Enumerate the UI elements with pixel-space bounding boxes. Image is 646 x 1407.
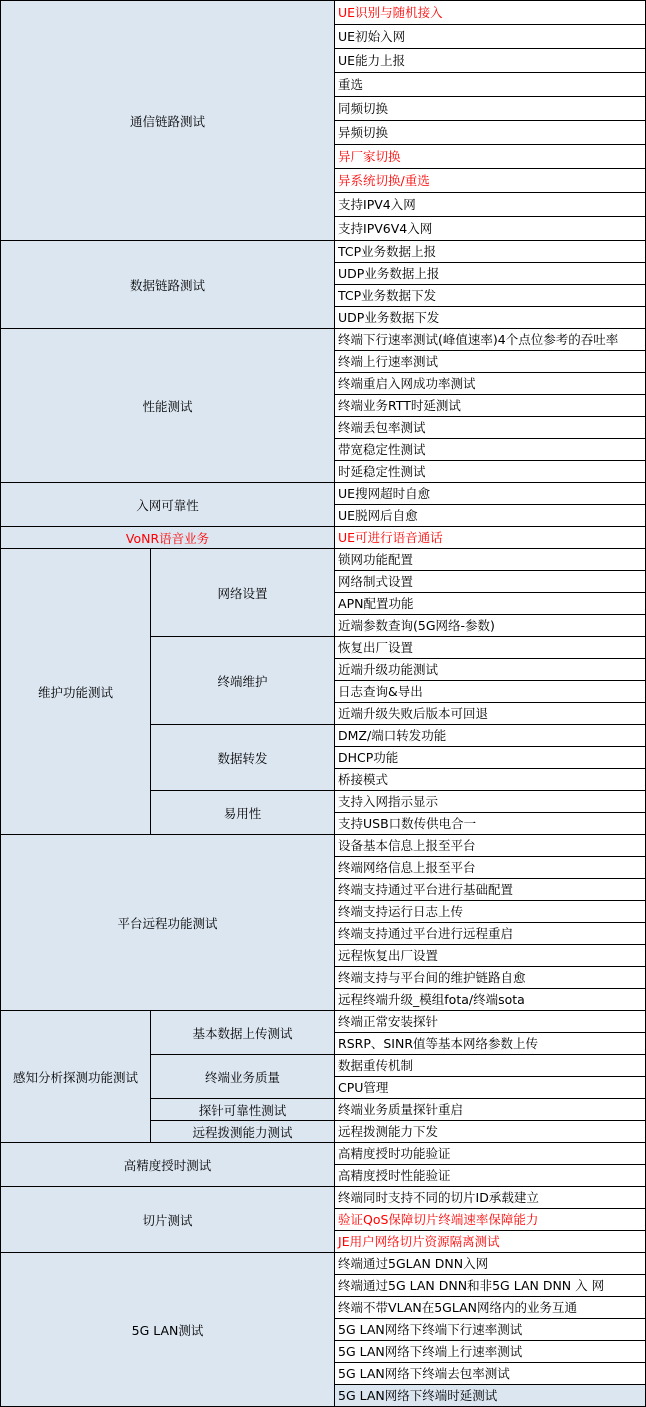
- test-item: 5G LAN网络下终端上行速率测试: [335, 1341, 646, 1363]
- test-item: 5G LAN网络下终端下行速率测试: [335, 1319, 646, 1341]
- category-cell: 通信链路测试: [1, 1, 335, 241]
- subcategory-cell: 终端业务质量: [151, 1055, 335, 1099]
- test-item: 恢复出厂设置: [335, 637, 646, 659]
- test-item: 终端支持通过平台进行基础配置: [335, 879, 646, 901]
- category-cell: 感知分析探测功能测试: [1, 1011, 151, 1143]
- category-cell: 5G LAN测试: [1, 1253, 335, 1407]
- test-item: 远程拨测能力下发: [335, 1121, 646, 1143]
- test-item: 带宽稳定性测试: [335, 439, 646, 461]
- test-item: 支持IPV4入网: [335, 193, 646, 217]
- test-item: 终端业务质量探针重启: [335, 1099, 646, 1121]
- test-item: 终端同时支持不同的切片ID承载建立: [335, 1187, 646, 1209]
- table-row: [1, 1187, 646, 1209]
- test-item: 近端升级功能测试: [335, 659, 646, 681]
- test-item: 高精度授时性能验证: [335, 1165, 646, 1187]
- subcategory-cell: 探针可靠性测试: [151, 1099, 335, 1121]
- test-item: APN配置功能: [335, 593, 646, 615]
- table-row: [1, 549, 646, 571]
- test-item: 近端参数查询(5G网络-参数): [335, 615, 646, 637]
- table-row: [1, 483, 646, 505]
- test-item: 日志查询&导出: [335, 681, 646, 703]
- test-item: JE用户网络切片资源隔离测试: [335, 1231, 646, 1253]
- test-item: 终端支持通过平台进行远程重启: [335, 923, 646, 945]
- test-item: 终端业务RTT时延测试: [335, 395, 646, 417]
- test-item: 5G LAN网络下终端去包率测试: [335, 1363, 646, 1385]
- test-item: UE搜网超时自愈: [335, 483, 646, 505]
- test-item: 终端下行速率测试(峰值速率)4个点位参考的吞吐率: [335, 329, 646, 351]
- test-item: UE初始入网: [335, 25, 646, 49]
- test-item: 数据重传机制: [335, 1055, 646, 1077]
- test-item: TCP业务数据上报: [335, 241, 646, 263]
- test-item: 锁网功能配置: [335, 549, 646, 571]
- test-item: 近端升级失败后版本可回退: [335, 703, 646, 725]
- test-item: 终端不带VLAN在5GLAN网络内的业务互通: [335, 1297, 646, 1319]
- table-row: [1, 527, 646, 549]
- test-item: UE识别与随机接入: [335, 1, 646, 25]
- subcategory-cell: 基本数据上传测试: [151, 1011, 335, 1055]
- test-item: RSRP、SINR值等基本网络参数上传: [335, 1033, 646, 1055]
- category-cell: 高精度授时测试: [1, 1143, 335, 1187]
- category-cell: 数据链路测试: [1, 241, 335, 329]
- test-item: 同频切换: [335, 97, 646, 121]
- subcategory-cell: 终端维护: [151, 637, 335, 725]
- test-item: 异频切换: [335, 121, 646, 145]
- category-cell: VoNR语音业务: [1, 527, 335, 549]
- test-item: 支持USB口数传供电合一: [335, 813, 646, 835]
- test-item: 设备基本信息上报至平台: [335, 835, 646, 857]
- test-item: 支持入网指示显示: [335, 791, 646, 813]
- table-row: [1, 1, 646, 25]
- test-item: DHCP功能: [335, 747, 646, 769]
- subcategory-cell: 数据转发: [151, 725, 335, 791]
- category-cell: 平台远程功能测试: [1, 835, 335, 1011]
- test-item: 终端通过5GLAN DNN入网: [335, 1253, 646, 1275]
- test-item: 终端上行速率测试: [335, 351, 646, 373]
- test-item: 重选: [335, 73, 646, 97]
- test-item: 终端丢包率测试: [335, 417, 646, 439]
- subcategory-cell: 网络设置: [151, 549, 335, 637]
- table-row: [1, 329, 646, 351]
- table-row: [1, 1143, 646, 1165]
- test-item: 5G LAN网络下终端时延测试: [335, 1385, 646, 1407]
- test-item: TCP业务数据下发: [335, 285, 646, 307]
- test-item: 远程恢复出厂设置: [335, 945, 646, 967]
- test-item: 验证QoS保障切片终端速率保障能力: [335, 1209, 646, 1231]
- test-item: UDP业务数据下发: [335, 307, 646, 329]
- table-row: [1, 241, 646, 263]
- test-item: 异系统切换/重选: [335, 169, 646, 193]
- test-item: 时延稳定性测试: [335, 461, 646, 483]
- subcategory-cell: 远程拨测能力测试: [151, 1121, 335, 1143]
- test-item: UDP业务数据上报: [335, 263, 646, 285]
- test-item: DMZ/端口转发功能: [335, 725, 646, 747]
- test-item: UE能力上报: [335, 49, 646, 73]
- test-item: 终端正常安装探针: [335, 1011, 646, 1033]
- test-item: 支持IPV6V4入网: [335, 217, 646, 241]
- test-item: 终端支持与平台间的维护链路自愈: [335, 967, 646, 989]
- test-items-table-body: [1, 1, 646, 1407]
- test-item: UE脱网后自愈: [335, 505, 646, 527]
- test-item: 桥接模式: [335, 769, 646, 791]
- test-item: 终端支持运行日志上传: [335, 901, 646, 923]
- test-item: 终端网络信息上报至平台: [335, 857, 646, 879]
- category-cell: 切片测试: [1, 1187, 335, 1253]
- category-cell: 入网可靠性: [1, 483, 335, 527]
- test-item: 异厂家切换: [335, 145, 646, 169]
- test-item: 终端通过5G LAN DNN和非5G LAN DNN 入 网: [335, 1275, 646, 1297]
- table-row: [1, 1011, 646, 1033]
- test-item: 终端重启入网成功率测试: [335, 373, 646, 395]
- test-item: UE可进行语音通话: [335, 527, 646, 549]
- table-row: [1, 835, 646, 857]
- category-cell: 性能测试: [1, 329, 335, 483]
- category-cell: 维护功能测试: [1, 549, 151, 835]
- subcategory-cell: 易用性: [151, 791, 335, 835]
- test-item: 远程终端升级_模组fota/终端sota: [335, 989, 646, 1011]
- test-item: 网络制式设置: [335, 571, 646, 593]
- test-item: 高精度授时功能验证: [335, 1143, 646, 1165]
- table-row: [1, 1253, 646, 1275]
- test-item: CPU管理: [335, 1077, 646, 1099]
